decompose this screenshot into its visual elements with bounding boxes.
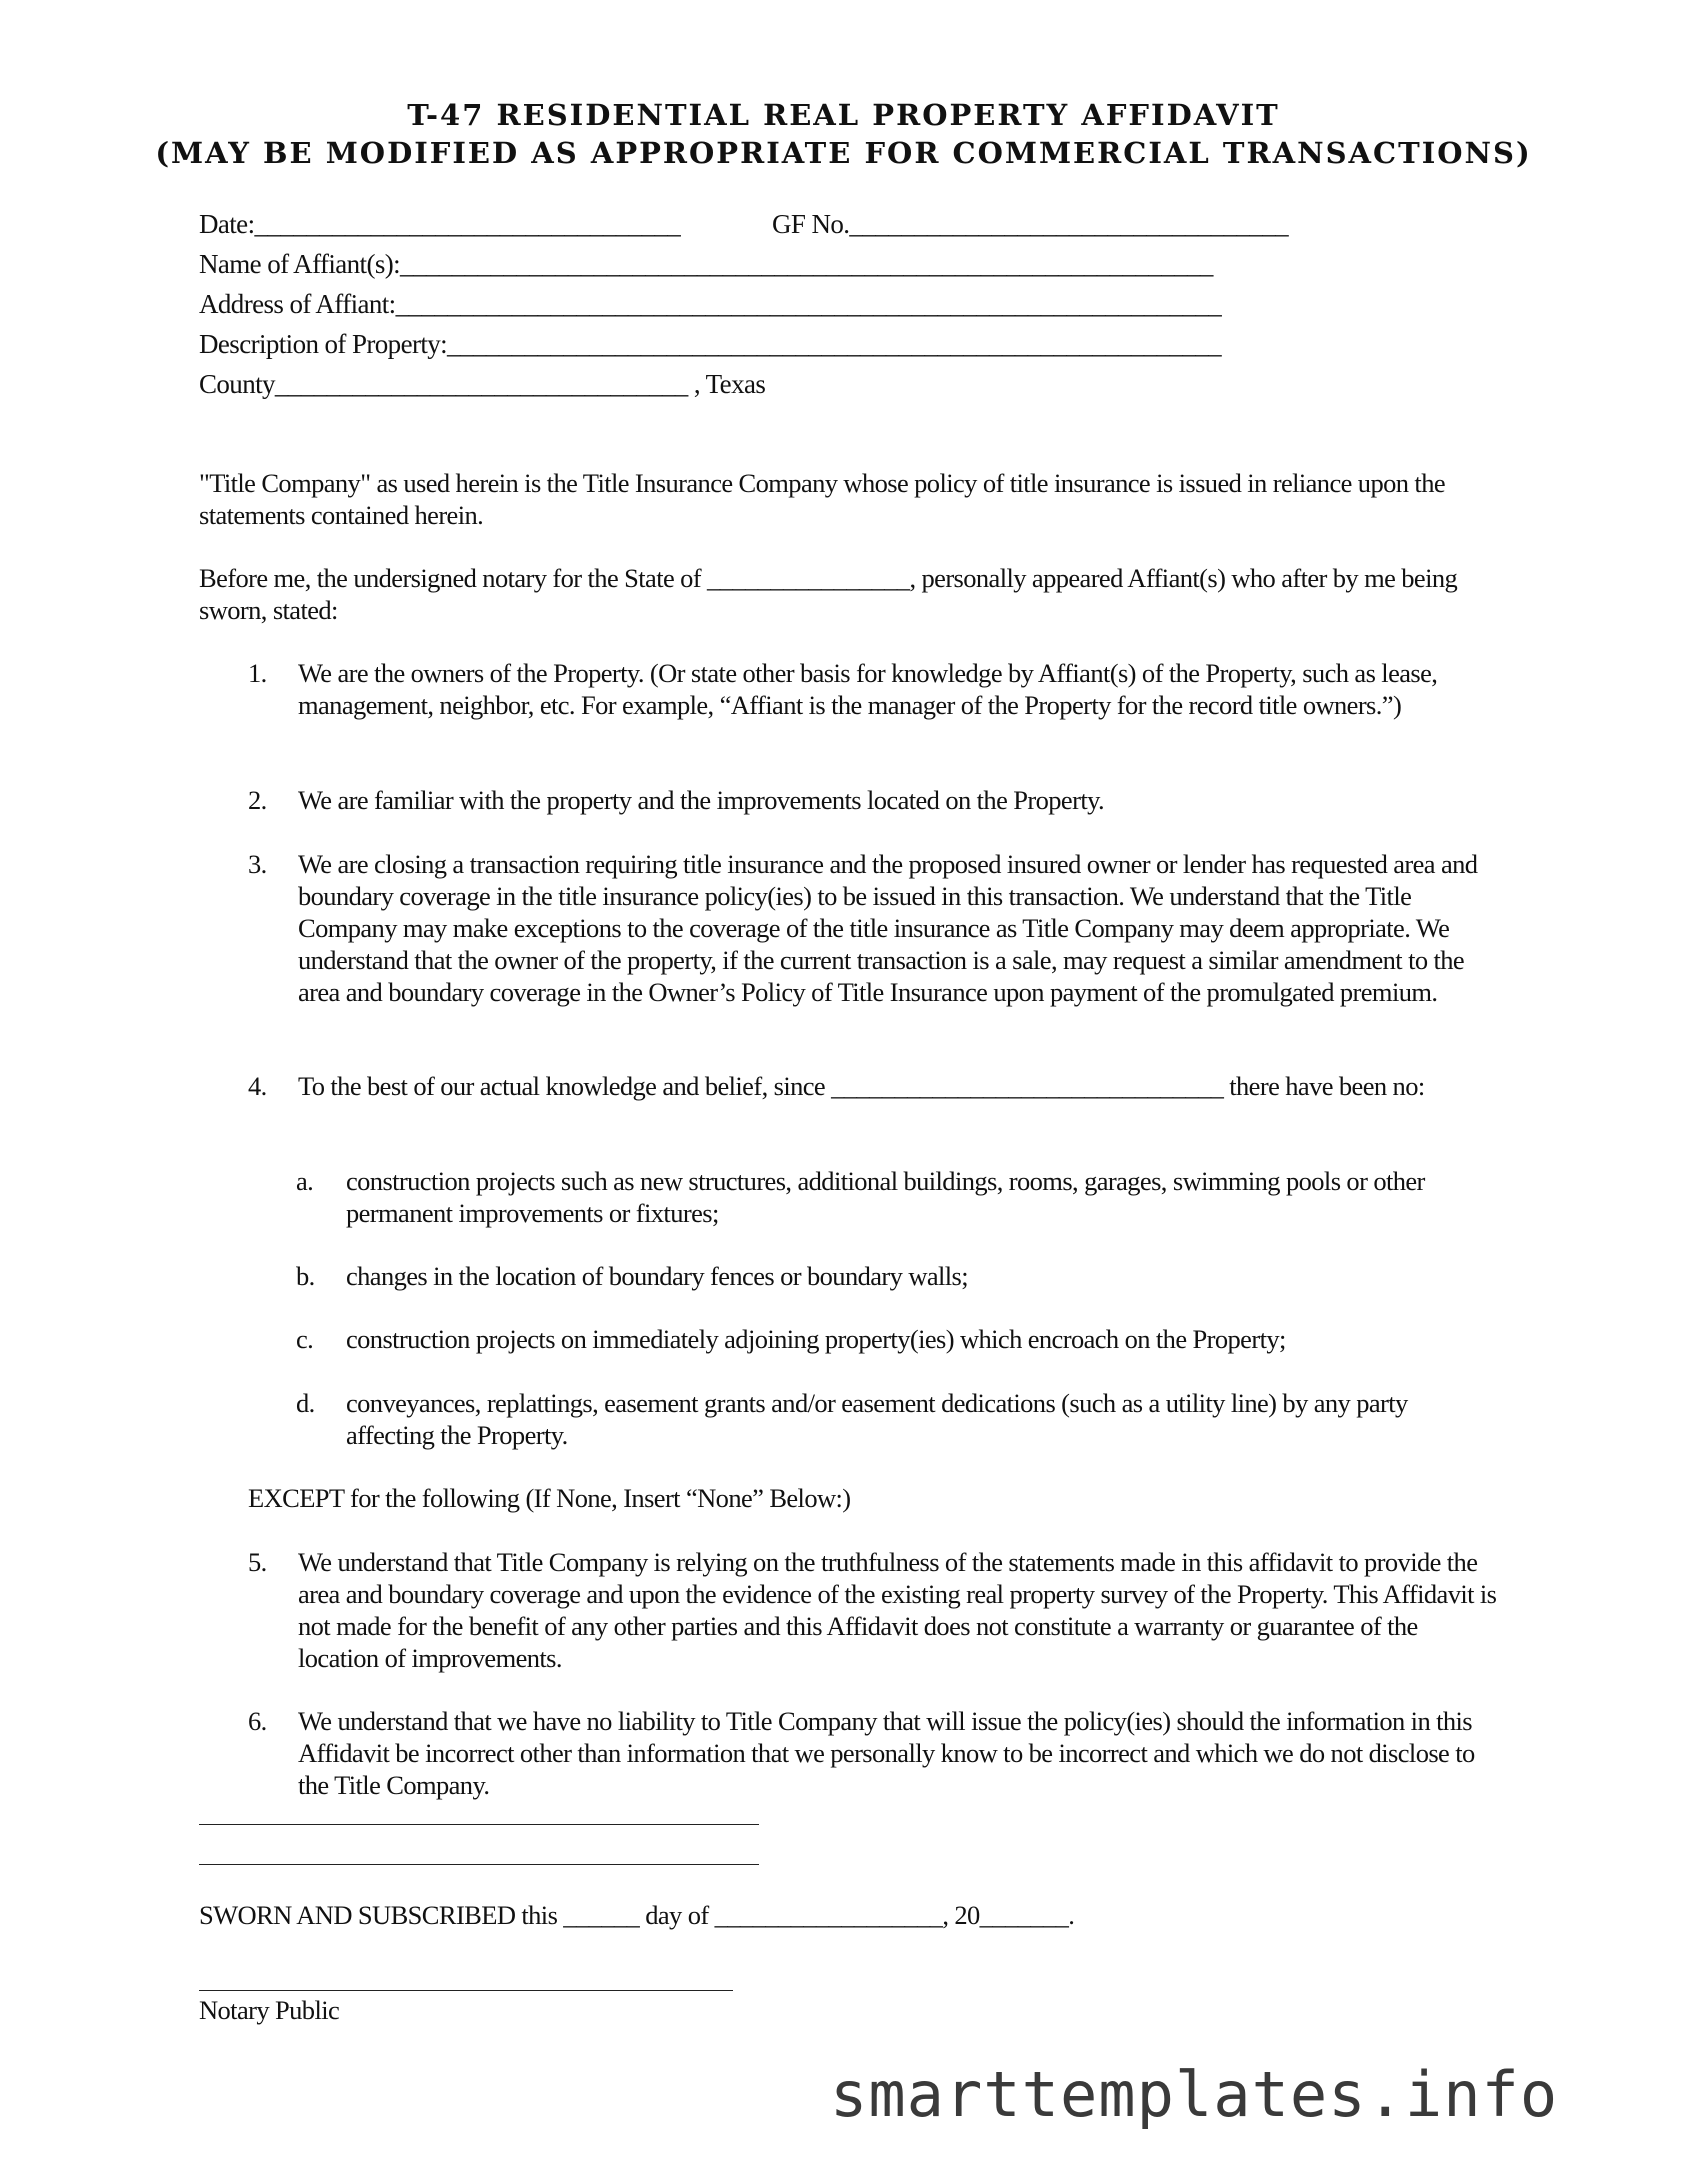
subitem-text: construction projects on immediately adjoining property(ies) which encroach on the Property; <box>346 1324 1286 1354</box>
subitem-text: construction projects such as new structures, additional buildings, rooms, garages, swimming pools or other permanent improvements or fixtures; <box>346 1166 1425 1228</box>
subitem-letter: d. <box>296 1388 315 1418</box>
item-number: 3. <box>248 849 267 879</box>
notary-signature-line[interactable] <box>199 1990 733 1991</box>
subitem-text: changes in the location of boundary fences or boundary walls; <box>346 1261 969 1291</box>
item-number: 1. <box>248 658 267 688</box>
affiant-name-field[interactable]: Name of Affiant(s):_______________________________________________________________ <box>199 249 1213 279</box>
item-text: We understand that we have no liability to Title Company that will issue the policy(ies) should the information in this Affidavit be incorrect other than information that we personally know to be incorrect and which we do not disclose to the Title Company. <box>298 1706 1475 1800</box>
item-number: 6. <box>248 1706 267 1736</box>
subitem-letter: c. <box>296 1324 314 1354</box>
notary-intro: Before me, the undersigned notary for the State of ________________, personally appeared Affiant(s) who after by me being sworn, stated: <box>199 563 1458 625</box>
gf-number-field[interactable]: GF No.__________________________________ <box>772 209 1289 239</box>
county-row <box>199 364 1499 404</box>
affiant-signature-line-2[interactable] <box>199 1864 759 1865</box>
item-text: We are familiar with the property and the improvements located on the Property. <box>298 785 1105 815</box>
title-line-2: (MAY BE MODIFIED AS APPROPRIATE FOR COMMERCIAL TRANSACTIONS) <box>155 136 1532 170</box>
subitem-letter: a. <box>296 1166 314 1196</box>
item-number: 5. <box>248 1547 267 1577</box>
item-text: To the best of our actual knowledge and belief, since _______________________________ there have been no: <box>298 1071 1425 1101</box>
title-company-definition: "Title Company" as used herein is the Title Insurance Company whose policy of title insurance is issued in reliance upon the statements contained herein. <box>199 468 1446 530</box>
property-description-field[interactable]: Description of Property:____________________________________________________________ <box>199 329 1222 359</box>
watermark: smarttemplates.info <box>830 2058 1559 2131</box>
date-row <box>199 204 1499 244</box>
notary-public-label: Notary Public <box>199 1995 340 2025</box>
affiant-address-field[interactable]: Address of Affiant:________________________________________________________________ <box>199 289 1222 319</box>
affiant-name-row <box>199 244 1499 284</box>
title-line-1: T-47 RESIDENTIAL REAL PROPERTY AFFIDAVIT <box>407 98 1280 132</box>
subitem-letter: b. <box>296 1261 315 1291</box>
item-text: We understand that Title Company is relying on the truthfulness of the statements made in this affidavit to provide the area and boundary coverage and upon the evidence of the existing real property survey of the Property. This Affidavit is not made for the benefit of any other parties and this Affidavit does not constitute a warranty or guarantee of the location of improvements. <box>298 1547 1497 1673</box>
subitem-text: conveyances, replattings, easement grants and/or easement dedications (such as a utility line) by any party affecting the Property. <box>346 1388 1408 1450</box>
item-number: 4. <box>248 1071 267 1101</box>
affiant-signature-line-1[interactable] <box>199 1824 759 1825</box>
sworn-and-subscribed: SWORN AND SUBSCRIBED this ______ day of __________________, 20_______. <box>199 1900 1075 1930</box>
header-fields <box>199 204 1499 404</box>
county-field[interactable]: County________________________________ , Texas <box>199 369 766 399</box>
item-text: We are closing a transaction requiring title insurance and the proposed insured owner or lender has requested area and boundary coverage in the title insurance policy(ies) to be issued in this transaction. We understand that the Title Company may make exceptions to the coverage of the title insurance as Title Company may deem appropriate. We understand that the owner of the property, if the current transaction is a sale, may request a similar amendment to the area and boundary coverage in the Owner’s Policy of Title Insurance upon payment of the promulgated premium. <box>298 849 1478 1007</box>
item-number: 2. <box>248 785 267 815</box>
item-text: We are the owners of the Property. (Or state other basis for knowledge by Affiant(s) of the Property, such as lease, management, neighbor, etc. For example, “Affiant is the manager of the Property for the record title owners.”) <box>298 658 1438 720</box>
document-title <box>0 96 1687 172</box>
except-clause: EXCEPT for the following (If None, Insert “None” Below:) <box>248 1483 851 1513</box>
property-description-row <box>199 324 1499 364</box>
date-field[interactable]: Date:_________________________________ <box>199 209 681 239</box>
affiant-address-row <box>199 284 1499 324</box>
